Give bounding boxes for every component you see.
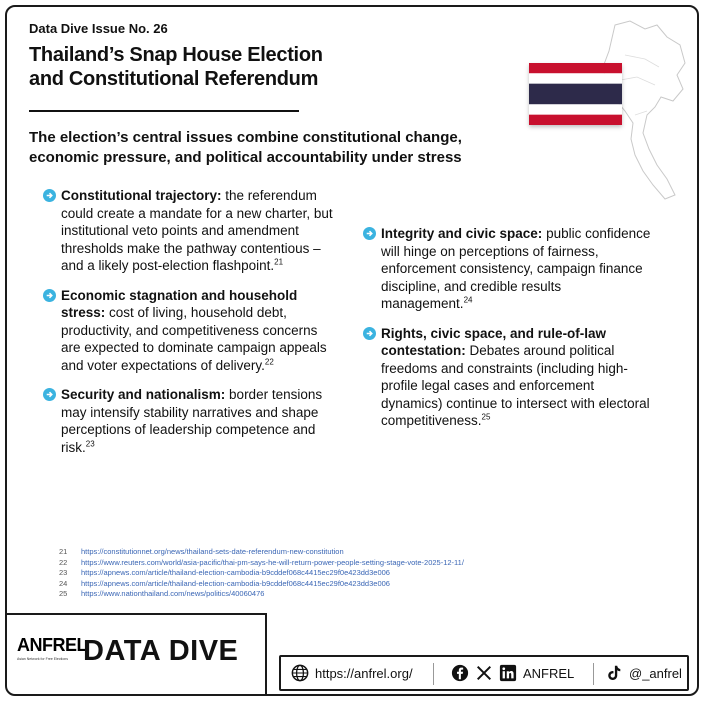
footnote-number: 25 <box>59 589 68 598</box>
x-icon[interactable] <box>475 664 493 682</box>
social-links <box>451 664 574 682</box>
issue-text: the referendum could create a mandate for a new charter, but institutional veto points and amendment thresholds make the pathway contentious – and a likely post-election flashpoint. <box>61 188 333 273</box>
anfrel-logo-tagline: Asian Network for Free Elections <box>17 657 68 661</box>
arrow-right-circle-icon <box>363 327 376 340</box>
issue-label: Security and nationalism: <box>61 387 226 402</box>
footnote-ref: 24 <box>463 295 473 305</box>
footnote-row <box>59 547 464 558</box>
footnote-number: 22 <box>59 557 68 567</box>
issue-label: Rights, civic space, and rule-of-law contestation: <box>381 325 607 358</box>
issue-item-economic <box>43 287 333 375</box>
website-link[interactable] <box>291 664 413 682</box>
issue-text: Debates around political freedoms and constraints (including high-profile legal cases and enforcement dynamics) continue to intersect with electoral competitiveness. <box>381 343 650 428</box>
arrow-right-circle-icon <box>43 189 56 202</box>
data-dive-title: DATA DIVE <box>83 635 239 667</box>
issue-text: public confidence will hinge on perceptions of fairness, enforcement consistency, campaign finance discipline, and credible results management. <box>381 226 651 311</box>
brand-panel <box>7 613 267 694</box>
anfrel-logo: ANFREL <box>17 635 87 655</box>
issue-item-integrity <box>363 225 653 313</box>
issue-item-rights <box>363 325 653 430</box>
footnote-link[interactable]: https://constitutionnet.org/news/thailand-sets-date-referendum-new-constitution <box>81 547 344 556</box>
arrow-right-circle-icon <box>43 388 56 401</box>
infographic-card <box>5 5 699 696</box>
footnote-number: 23 <box>59 568 68 577</box>
right-issue-column <box>363 225 653 442</box>
footnote-row <box>59 558 464 569</box>
left-issue-column <box>43 187 333 468</box>
tiktok-icon <box>605 664 623 682</box>
footnote-link[interactable]: https://apnews.com/article/thailand-election-cambodia-b9cddef068c4415ec29f0e423dd3e006 <box>81 568 390 577</box>
globe-icon <box>291 664 309 682</box>
issue-item-constitutional <box>43 187 333 275</box>
issue-label: Data Dive Issue No. 26 <box>29 21 168 36</box>
subtitle: The election’s central issues combine constitutional change, economic pressure, and political accountability under stress <box>29 129 462 166</box>
tiktok-link[interactable] <box>605 664 682 682</box>
social-name: ANFREL <box>523 665 575 681</box>
issue-text: border tensions may intensify stability narratives and shape perceptions of leadership competence and risk. <box>61 387 323 455</box>
arrow-right-circle-icon <box>43 289 56 302</box>
footnote-row <box>59 589 464 600</box>
footnote-row <box>59 579 464 590</box>
issue-text: cost of living, household debt, productivity, and competitiveness concerns are expected to dominate campaign appeals and voter expectations of delivery. <box>61 305 327 373</box>
issue-item-security <box>43 386 333 456</box>
title-divider <box>29 110 299 112</box>
arrow-right-circle-icon <box>363 227 376 240</box>
website-url: https://anfrel.org/ <box>315 665 413 681</box>
title-line-1: Thailand’s Snap House Election <box>29 44 323 66</box>
footnotes <box>59 547 464 600</box>
title-line-2: and Constitutional Referendum <box>29 68 319 90</box>
footnote-ref: 25 <box>481 412 491 422</box>
linkedin-icon[interactable] <box>499 664 517 682</box>
issue-label: Constitutional trajectory: <box>61 188 222 203</box>
facebook-icon[interactable] <box>451 664 469 682</box>
footnote-ref: 22 <box>264 357 274 366</box>
page-title <box>29 43 429 91</box>
footnote-ref: 21 <box>274 257 284 267</box>
thailand-flag <box>529 63 622 125</box>
divider <box>433 663 434 685</box>
issue-label: Integrity and civic space: <box>381 226 543 241</box>
contact-bar <box>279 655 689 691</box>
issue-label: Economic stagnation and household stress: <box>61 287 298 320</box>
footnote-number: 24 <box>59 578 68 588</box>
footnote-link[interactable]: https://www.nationthailand.com/news/politics/40060476 <box>81 589 265 598</box>
footnote-ref: 23 <box>85 439 95 448</box>
divider <box>593 663 594 685</box>
footnote-link[interactable]: https://apnews.com/article/thailand-election-cambodia-b9cddef068c4415ec29f0e423dd3e006 <box>81 578 390 588</box>
footnote-number: 21 <box>59 547 68 556</box>
footnote-row <box>59 568 464 579</box>
footnote-link[interactable]: https://www.reuters.com/world/asia-pacific/thai-pm-says-he-will-return-power-people-setting-stage-vote-2025-12-11/ <box>81 557 464 567</box>
tiktok-handle: @_anfrel <box>629 665 682 681</box>
